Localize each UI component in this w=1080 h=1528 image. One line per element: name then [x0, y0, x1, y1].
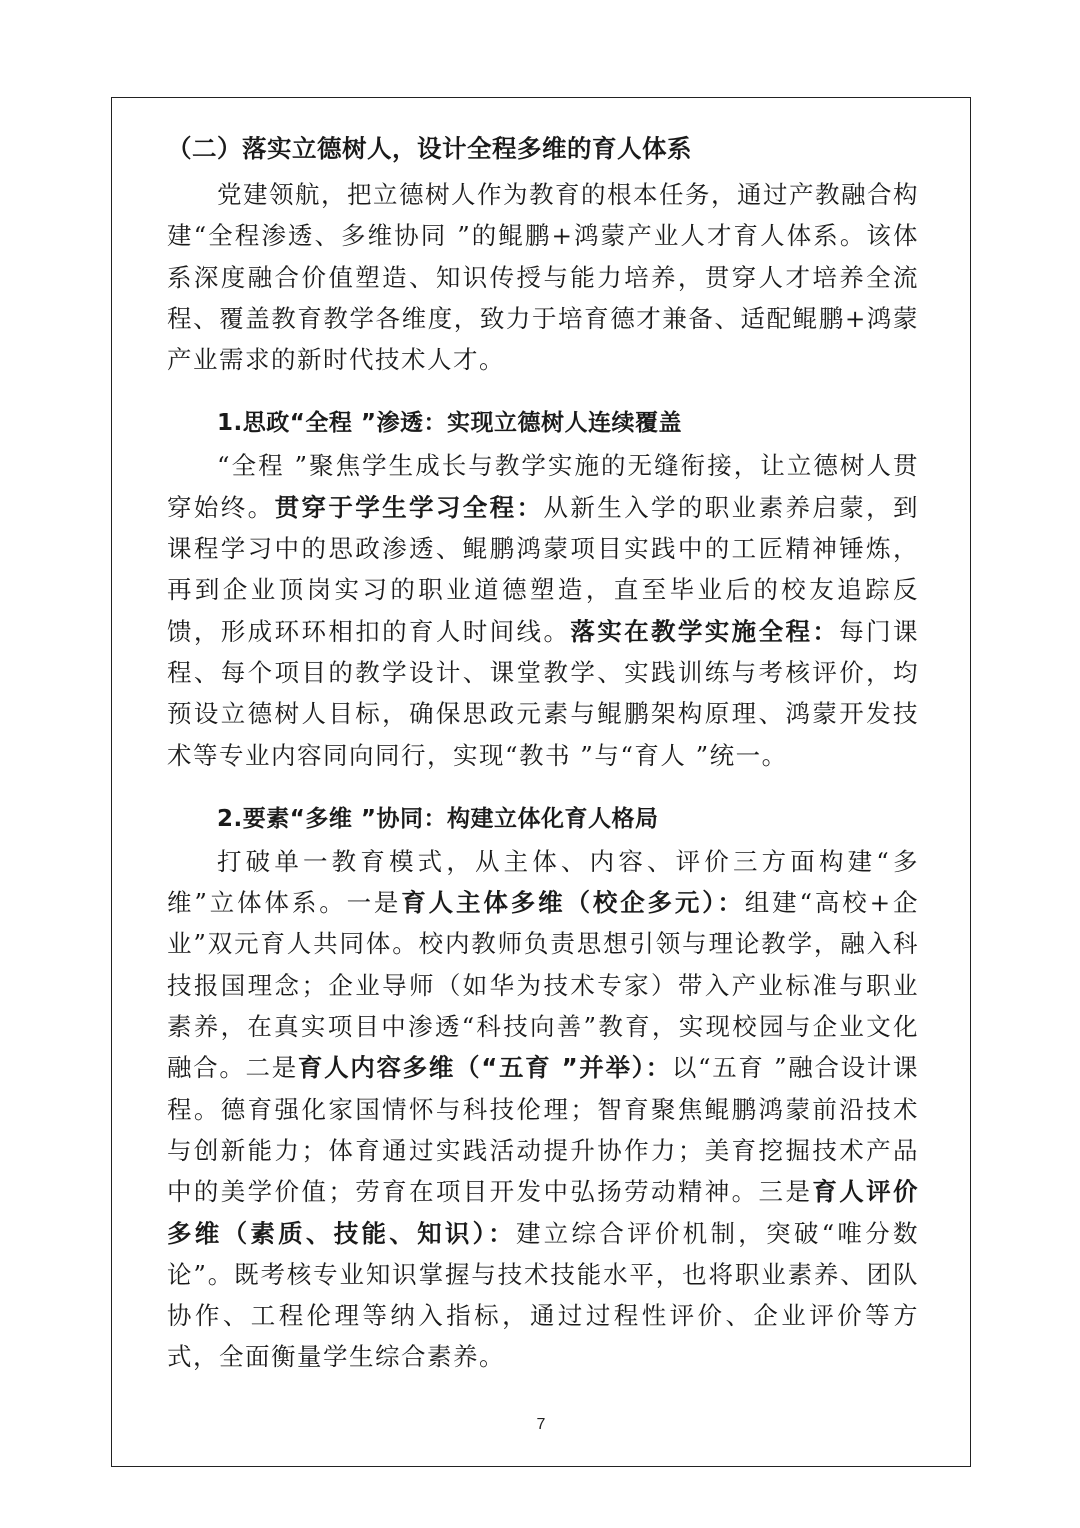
- subsection-1-heading: 1.思政“全程 ”渗透：实现立德树人连续覆盖: [217, 410, 682, 437]
- spacer: [167, 776, 919, 802]
- sub2-text-b: 组建“高校+企业”双元育人共同体。校内教师负责思想引领与理论教学，融入科技报国理念；企业导师（如华为技术专家）带入产业标准与职业素养，在真实项目中渗透“科技向善”教育，实现校园与企业文化融合。二是: [167, 888, 919, 1083]
- subsection-1-paragraph: [167, 445, 919, 775]
- section-intro: 党建领航，把立德树人作为教育的根本任务，通过产教融合构建“全程渗透、多维协同 ”的鲲鹏+鸿蒙产业人才育人体系。该体系深度融合价值塑造、知识传授与能力培养，贯穿人才培养全流程、覆盖教育教学各维度，致力于培育德才兼备、适配鲲鹏+鸿蒙产业需求的新时代技术人才。: [167, 180, 919, 375]
- sub2-text-c: 以“五育 ”融合设计课程。德育强化家国情怀与科技伦理；智育聚焦鲲鹏鸿蒙前沿技术与创新能力；体育通过实践活动提升协作力；美育挖掘技术产品中的美学价值；劳育在项目开发中弘扬劳动精神。三是: [167, 1053, 920, 1207]
- sub2-bold-c: 育人评价多维（素质、技能、知识）：: [167, 1177, 920, 1248]
- sub1-bold-a: 贯穿于学生学习全程：: [274, 492, 544, 522]
- spacer: [167, 380, 919, 406]
- subsection-2-paragraph: [167, 841, 919, 1378]
- sub1-text-a: “全程 ”聚焦学生成长与教学实施的无缝衔接，让立德树人贯穿始终。: [167, 451, 919, 522]
- page-number: 7: [536, 1416, 546, 1433]
- sub2-text-a: 打破单一教育模式，从主体、内容、评价三方面构建“多维”立体体系。一是: [167, 846, 919, 918]
- sub1-bold-b: 落实在教学实施全程：: [570, 616, 840, 646]
- sub1-text-c: 每门课程、每个项目的教学设计、课堂教学、实践训练与考核评价，均预设立德树人目标，确保思政元素与鲲鹏架构原理、鸿蒙开发技术等专业内容同向同行，实现“教书 ”与“育人 ”统一。: [167, 616, 920, 770]
- sub1-text-b: 从新生入学的职业素养启蒙，到课程学习中的思政渗透、鲲鹏鸿蒙项目实践中的工匠精神锤炼，再到企业顶岗实习的职业道德塑造，直至毕业后的校友追踪反馈，形成环环相扣的育人时间线。: [167, 492, 920, 646]
- page-frame: [111, 97, 971, 1467]
- subsection-2-heading: 2.要素“多维 ”协同：构建立体化育人格局: [217, 805, 659, 832]
- sub2-bold-b: 育人内容多维（“五育 ”并举）：: [297, 1053, 672, 1083]
- page-content: [167, 132, 919, 1378]
- sub2-text-d: 建立综合评价机制，突破“唯分数论”。既考核专业知识掌握与技术技能水平，也将职业素养、团队协作、工程伦理等纳入指标，通过过程性评价、企业评价等方式，全面衡量学生综合素养。: [167, 1218, 919, 1372]
- section-heading: （二）落实立德树人，设计全程多维的育人体系: [167, 134, 692, 163]
- sub2-bold-a: 育人主体多维（校企多元）：: [401, 888, 745, 918]
